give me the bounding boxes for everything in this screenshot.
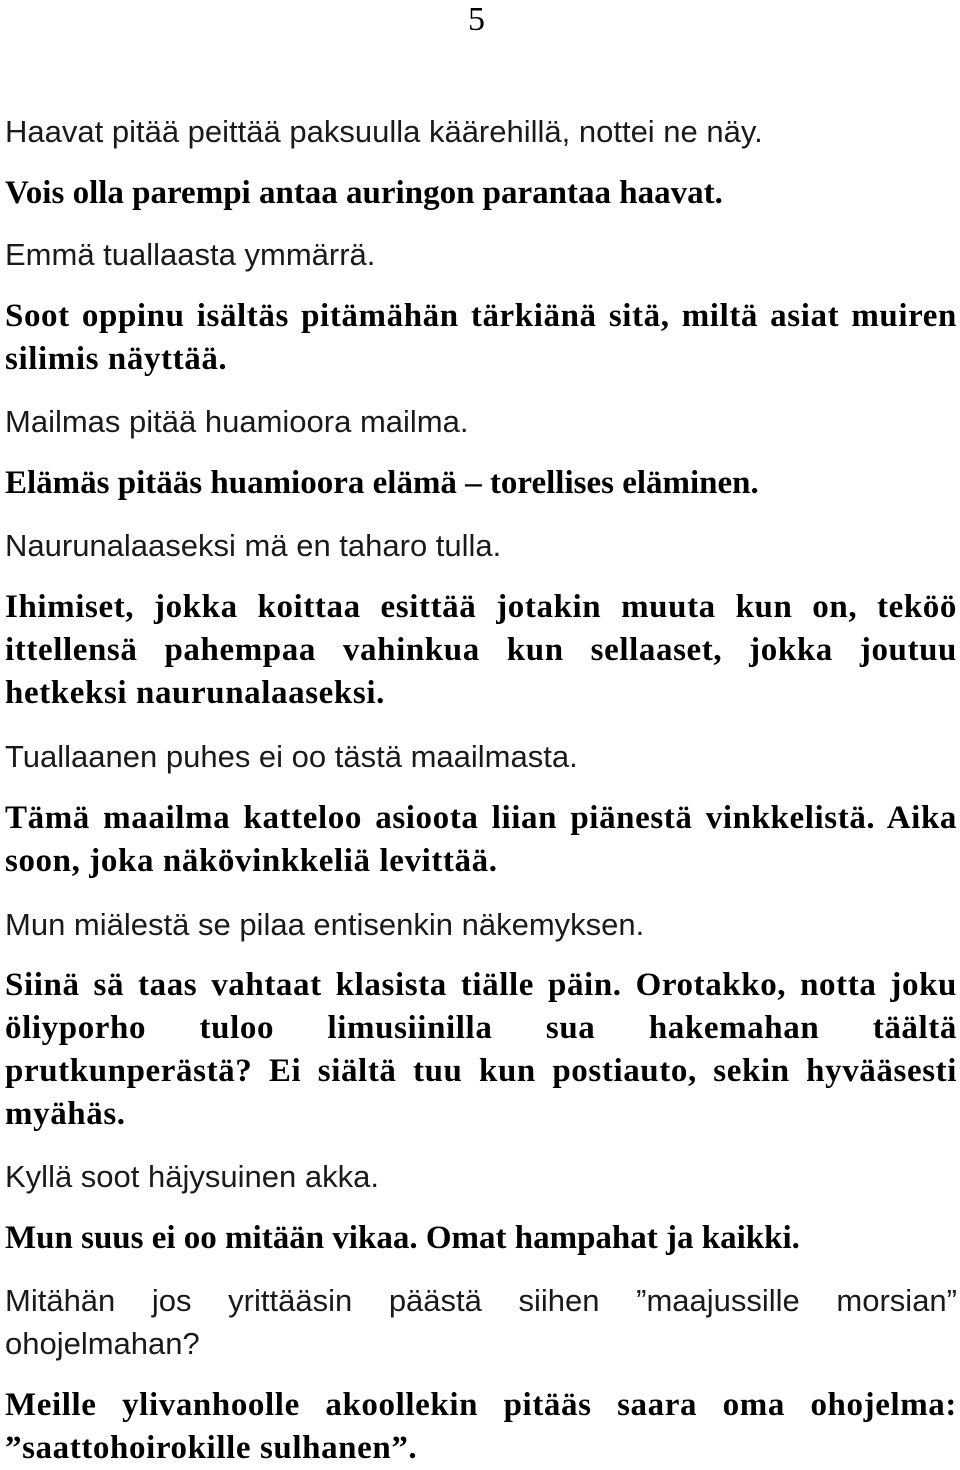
paragraph-5: Mailmas pitää huamioora mailma. (5, 404, 469, 439)
paragraph-14: Mun suus ei oo mitään vikaa. Omat hampahat ja kaikki. (5, 1220, 800, 1256)
paragraph-7: Naurunalaaseksi mä en taharo tulla. (5, 528, 502, 563)
paragraph-9: Tuallaanen puhes ei oo tästä maailmasta. (5, 739, 578, 774)
page-number: 5 (468, 1, 485, 38)
paragraph-1: Haavat pitää peittää paksuulla käärehillä, nottei ne näy. (5, 114, 763, 149)
paragraph-11: Mun miälestä se pilaa entisenkin näkemyksen. (5, 907, 645, 942)
paragraph-16: Meille ylivanhoolle akoollekin pitääs saara oma ohojelma: ”saattohoirokille sulhanen”. (5, 1387, 957, 1466)
paragraph-3: Emmä tuallaasta ymmärrä. (5, 237, 376, 272)
paragraph-12: Siinä sä taas vahtaat klasista tiälle päin. Orotakko, notta joku öliyporho tuloo limusiinilla sua hakemahan täältä prutkunperästä? Ei siältä tuu kun postiauto, sekin hyvääsesti myähäs. (5, 967, 957, 1132)
paragraph-15: Mitähän jos yrittääsin päästä siihen ”maajussille morsian” ohojelmahan? (5, 1283, 957, 1361)
paragraph-2: Vois olla parempi antaa auringon parantaa haavat. (5, 175, 723, 211)
paragraph-13: Kyllä soot häjysuinen akka. (5, 1159, 379, 1194)
paragraph-8: Ihimiset, jokka koittaa esittää jotakin muuta kun on, teköö ittellensä pahempaa vahinkua kun sellaaset, jokka joutuu hetkeksi naurunalaaseksi. (5, 589, 957, 711)
paragraph-6: Elämäs pitääs huamioora elämä – torellises eläminen. (5, 465, 759, 501)
paragraph-10: Tämä maailma katteloo asioota liian piänestä vinkkelistä. Aika soon, joka näkövinkkeliä levittää. (5, 800, 957, 879)
paragraph-4: Soot oppinu isältäs pitämähän tärkiänä sitä, miltä asiat muiren silimis näyttää. (5, 298, 957, 377)
